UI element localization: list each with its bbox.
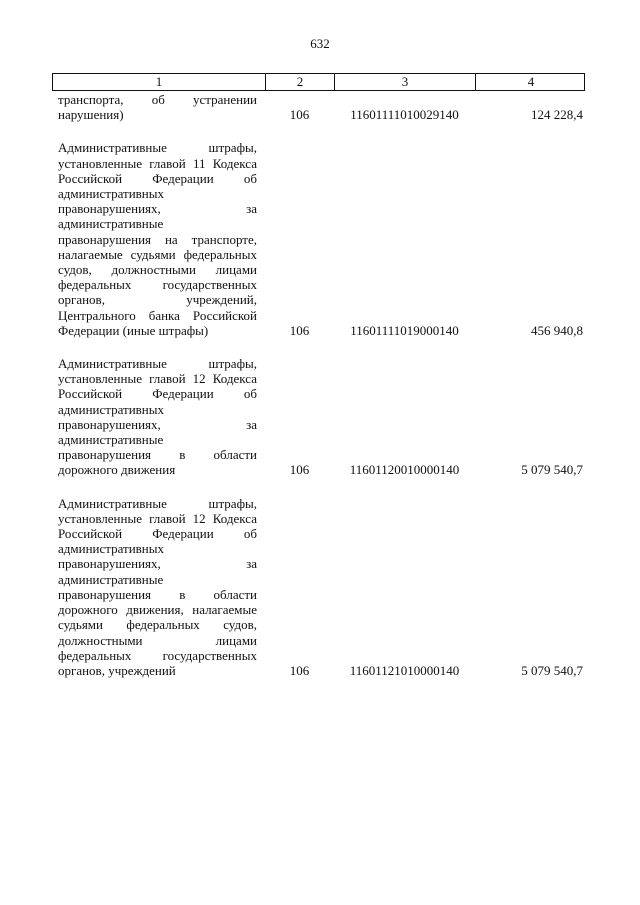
row-description: Административные штрафы, установленные главой 12 Кодекса Российской Федерации об административных правонарушениях, за административные правонарушения в области дорожного движения, налагаемые судьями федеральных судов, должностными лицами федеральных государственных органов, учреждений xyxy=(58,495,257,678)
row-admin-code: 106 xyxy=(289,322,310,338)
row-amount: 124 228,4 xyxy=(531,107,583,123)
page-number: 632 xyxy=(310,36,330,51)
column-header-4: 4 xyxy=(527,74,535,89)
row-admin-code: 106 xyxy=(289,462,310,478)
column-header-2: 2 xyxy=(266,74,335,90)
column-header-3: 3 xyxy=(335,74,476,90)
row-description: транспорта, об устранении нарушения) xyxy=(58,92,257,123)
table-row xyxy=(52,140,585,338)
row-amount: 456 940,8 xyxy=(531,322,583,338)
row-kbk-code: 11601111019000140 xyxy=(350,322,459,338)
row-description: Административные штрафы, установленные главой 11 Кодекса Российской Федерации об административных правонарушениях, за административные правонарушения на транспорте, налагаемые судьями федеральных судов, должностными лицами федеральных государственных органов, учреждений, Центрального банка Российской Федерации (иные штрафы) xyxy=(58,140,257,338)
row-kbk-code: 11601121010000140 xyxy=(349,662,460,678)
column-header-1: 1 xyxy=(53,74,266,90)
row-amount: 5 079 540,7 xyxy=(521,662,583,678)
row-admin-code: 106 xyxy=(289,662,310,678)
table-header-row xyxy=(52,73,585,91)
row-description: Административные штрафы, установленные главой 12 Кодекса Российской Федерации об административных правонарушениях, за административные правонарушения в области дорожного движения xyxy=(58,356,257,478)
row-kbk-code: 11601120010000140 xyxy=(349,462,460,478)
row-amount: 5 079 540,7 xyxy=(521,462,583,478)
table-row xyxy=(52,356,585,478)
table-row xyxy=(52,496,585,678)
row-kbk-code: 11601111010029140 xyxy=(350,107,459,123)
budget-table xyxy=(52,73,585,678)
row-admin-code: 106 xyxy=(289,107,310,123)
table-row xyxy=(52,92,585,122)
